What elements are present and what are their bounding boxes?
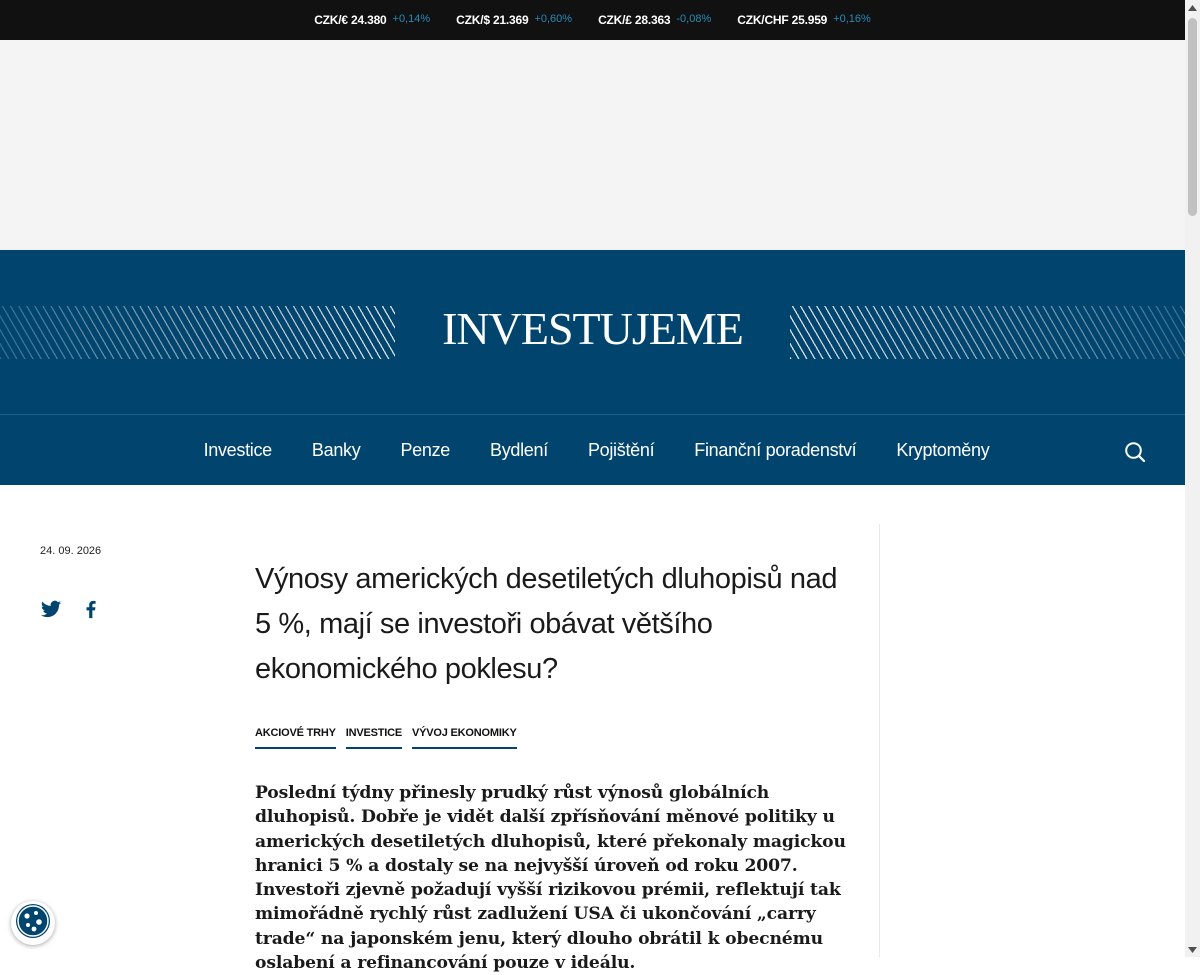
sidebar-divider — [879, 524, 880, 957]
nav-item-financni-poradenstvi[interactable]: Finanční poradenství — [694, 440, 857, 460]
ticker-pair: CZK/$ 21.369 — [456, 13, 529, 27]
tag-akciove-trhy[interactable]: AKCIOVÉ TRHY — [255, 727, 336, 749]
twitter-icon[interactable] — [40, 598, 62, 620]
ticker-item[interactable] — [456, 13, 572, 27]
scroll-up-arrow-icon[interactable] — [1185, 0, 1200, 15]
search-icon[interactable] — [1124, 441, 1146, 463]
article-tags — [255, 727, 517, 749]
ticker-pair: CZK/£ 28.363 — [598, 13, 671, 27]
site-header — [0, 250, 1185, 485]
cookie-settings-button[interactable] — [11, 901, 55, 945]
nav-item-banky[interactable]: Banky — [311, 440, 361, 460]
ticker-item[interactable] — [598, 13, 711, 27]
nav-item-bydleni[interactable]: Bydlení — [489, 440, 548, 460]
site-logo[interactable]: INVESTUJEME — [442, 303, 743, 354]
cookie-icon — [15, 903, 51, 944]
nav-item-penze[interactable]: Penze — [400, 440, 450, 460]
nav-item-kryptomeny[interactable]: Kryptoměny — [896, 440, 990, 460]
decorative-stripes-left — [0, 306, 395, 359]
nav-item-investice[interactable]: Investice — [203, 440, 272, 460]
article-lead: Poslední týdny přinesly prudký růst výnosů globálních dluhopisů. Dobře je vidět další zpřísňování měnové politiky u amerických desetiletých dluhopisů, které překonaly magickou hranici 5 % a dostaly se na nejvyšší úroveň od roku 2007. Investoři zjevně požadují vyšší rizikovou prémii, reflektují tak mimořádně rychlý růst zadlužení USA či ukončování „carry trade“ na japonském jenu, který dlouho obrátil k obecnému oslabení a refinancování pouze v ideálu. — [255, 783, 846, 974]
ticker-change: -0,08% — [676, 13, 712, 25]
scrollbar-thumb[interactable] — [1188, 18, 1197, 216]
main-nav — [0, 416, 1185, 485]
page-scrollbar[interactable] — [1185, 0, 1200, 957]
nav-item-pojisteni[interactable]: Pojištění — [587, 440, 655, 460]
article-date: 24. 09. 2026 — [40, 545, 102, 557]
tag-investice[interactable]: INVESTICE — [346, 727, 402, 749]
scroll-down-arrow-icon[interactable] — [1185, 942, 1200, 957]
ticker-pair: CZK/CHF 25.959 — [737, 13, 828, 27]
article-title: Výnosy amerických desetiletých dluhopisů nad 5 %, mají se investoři obávat většího ekonomického poklesu? — [255, 563, 838, 685]
tag-vyvoj-ekonomiky[interactable]: VÝVOJ EKONOMIKY — [412, 727, 517, 749]
ticker-change: +0,60% — [534, 13, 573, 25]
facebook-icon[interactable] — [80, 598, 102, 620]
ticker-item[interactable] — [737, 13, 871, 27]
decorative-stripes-right — [790, 306, 1185, 359]
logo-bar — [0, 250, 1185, 415]
ticker-item[interactable] — [314, 13, 430, 27]
share-buttons — [40, 598, 102, 620]
ticker-change: +0,14% — [392, 13, 431, 25]
currency-ticker — [0, 0, 1185, 40]
ticker-pair: CZK/€ 24.380 — [314, 13, 387, 27]
ad-banner-area — [0, 40, 1185, 250]
ticker-change: +0,16% — [833, 13, 871, 25]
